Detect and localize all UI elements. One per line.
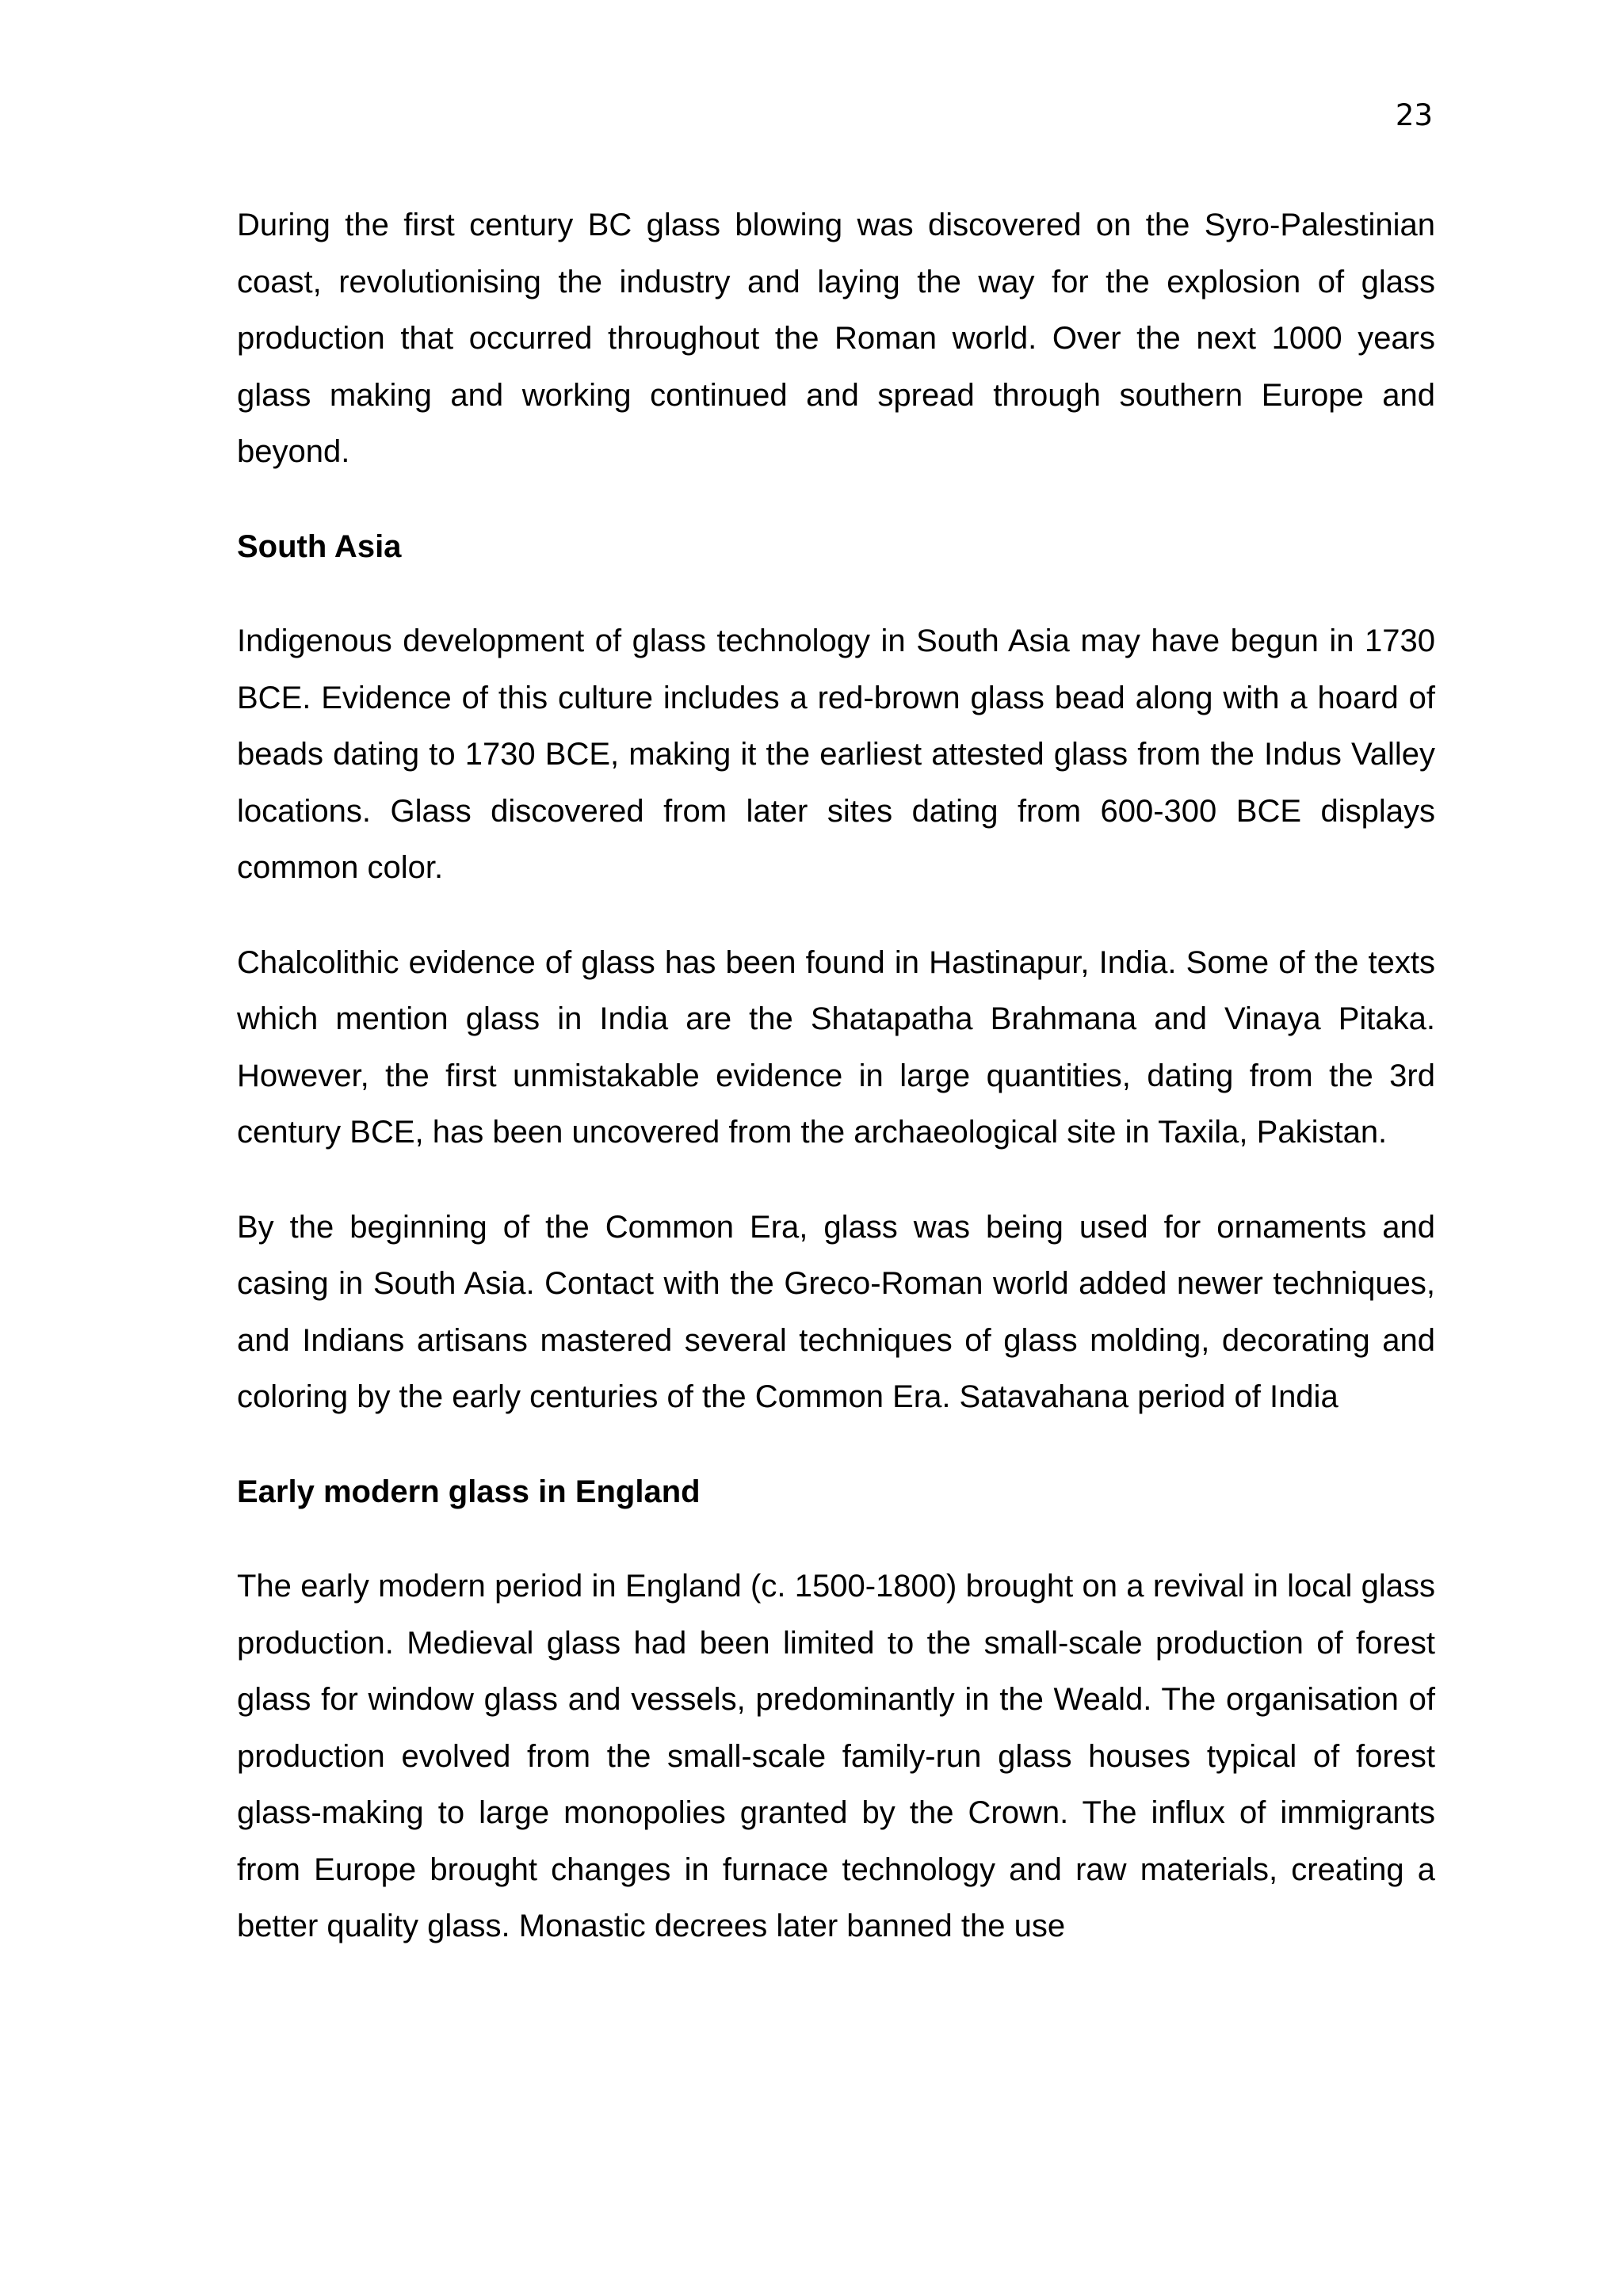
paragraph-early-modern-period: The early modern period in England (c. 1500-1800) brought on a revival in local glass production. Medieval glass had been limited to the small-scale production of forest glass for window glass and vessels, predominantly in the Weald. The organisation of production evolved from the small-scale family-run glass houses typical of forest glass-making to large monopolies granted by the Crown. The influx of immigrants from Europe brought changes in furnace technology and raw materials, creating a better quality glass. Monastic decrees later banned the use [237,1569,1435,1943]
paragraph-chalcolithic-evidence: Chalcolithic evidence of glass has been found in Hastinapur, India. Some of the texts which mention glass in India are the Shatapatha Brahmana and Vinaya Pitaka. However, the first unmistakable evidence in large quantities, dating from the 3rd century BCE, has been uncovered from the archaeological site in Taxila, Pakistan. [237,944,1435,1150]
section-heading-england: Early modern glass in England [237,1474,701,1509]
section-heading-south-asia: South Asia [237,528,402,564]
document-body [237,197,1435,1993]
paragraph-common-era: By the beginning of the Common Era, glass was being used for ornaments and casing in South Asia. Contact with the Greco-Roman world added newer techniques, and Indians artisans mastered several techniques of glass molding, decorating and coloring by the early centuries of the Common Era. Satavahana period of India [237,1209,1435,1414]
paragraph-indigenous-development: Indigenous development of glass technology in South Asia may have begun in 1730 BCE. Evidence of this culture includes a red-brown glass bead along with a hoard of beads dating to 1730 BCE, making it the earliest attested glass from the Indus Valley locations. Glass discovered from later sites dating from 600-300 BCE displays common color. [237,624,1435,885]
paragraph-glass-blowing: During the first century BC glass blowing was discovered on the Syro-Palestinian coast, revolutionising the industry and laying the way for the explosion of glass production that occurred throughout the Roman world. Over the next 1000 years glass making and working continued and spread through southern Europe and beyond. [237,208,1435,469]
page-number: 23 [1395,98,1433,132]
